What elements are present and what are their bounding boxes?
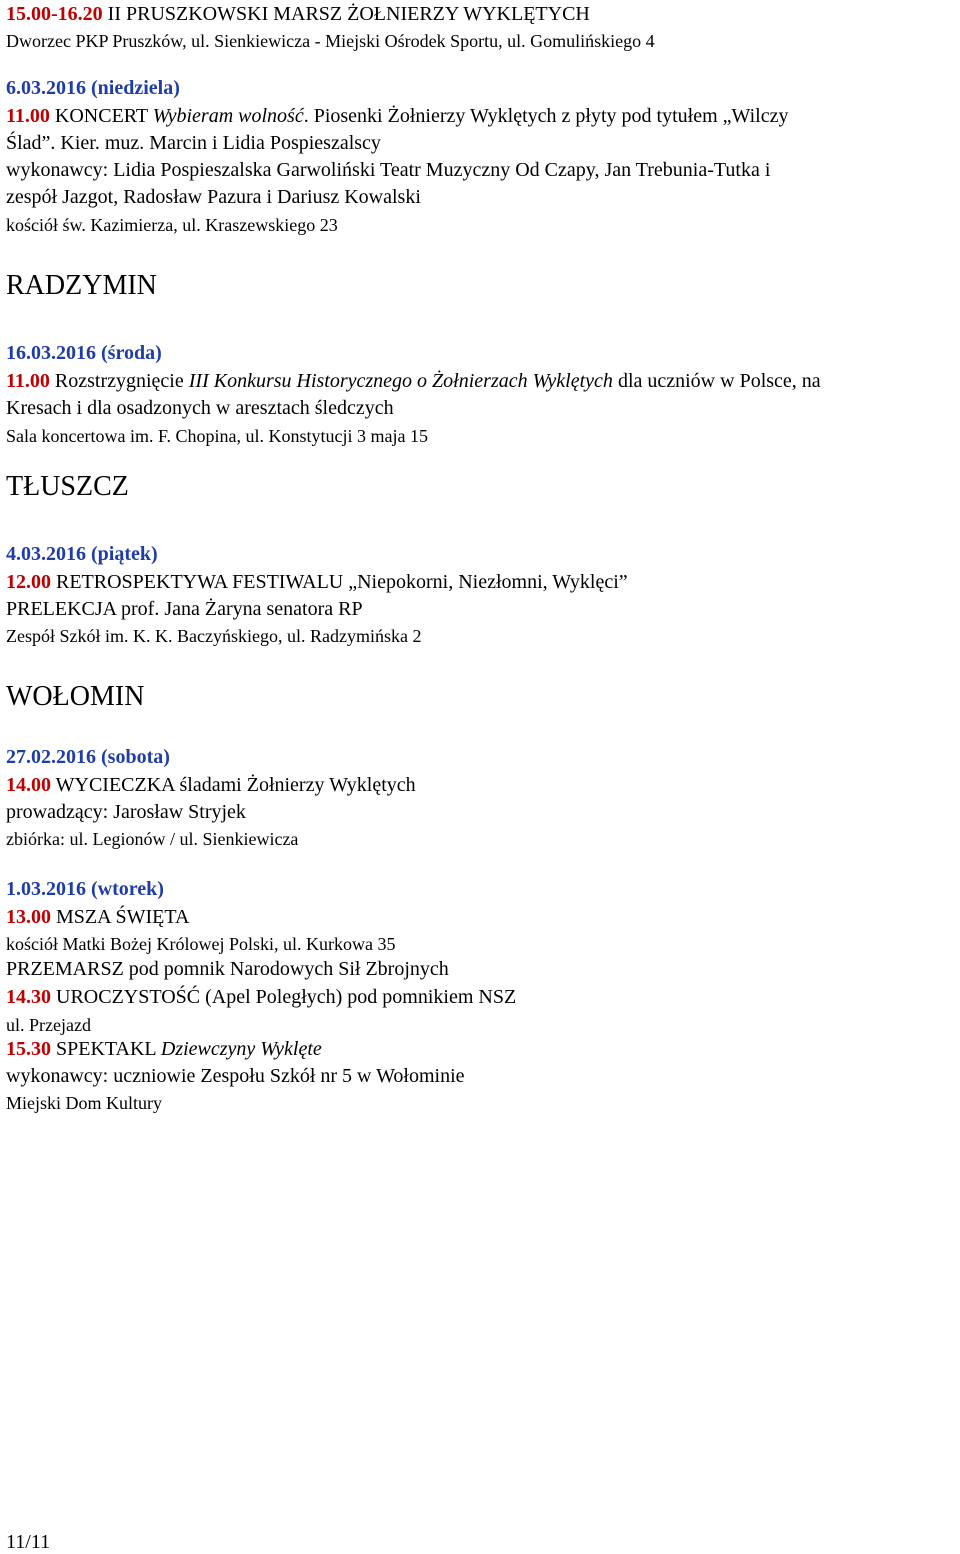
event-place: kościół Matki Bożej Królowej Polski, ul. Kurkowa 35 [6, 934, 396, 954]
event-place: kościół św. Kazimierza, ul. Kraszewskiego 23 [6, 215, 338, 235]
event-guide: prowadzący: Jarosław Stryjek [6, 801, 246, 823]
event-date: 6.03.2016 (niedziela) [6, 77, 180, 99]
event-line [6, 2, 590, 26]
event-line [6, 104, 788, 128]
event-place: Sala koncertowa im. F. Chopina, ul. Konstytucji 3 maja 15 [6, 426, 428, 446]
event-date: 27.02.2016 (sobota) [6, 746, 170, 768]
event-text-line: Kresach i dla osadzonych w aresztach śledczych [6, 397, 394, 419]
event-performers: wykonawcy: Lidia Pospieszalska Garwoliński Teatr Muzyczny Od Czapy, Jan Trebunia-Tutka i [6, 159, 771, 181]
event-text-line: PRZEMARSZ pod pomnik Narodowych Sił Zbrojnych [6, 958, 449, 980]
event-time: 11.00 [6, 105, 50, 127]
event-date: 16.03.2016 (środa) [6, 342, 162, 364]
event-time: 12.00 [6, 571, 51, 593]
event-performers: wykonawcy: uczniowie Zespołu Szkół nr 5 w Wołominie [6, 1065, 465, 1087]
event-route: Dworzec PKP Pruszków, ul. Sienkiewicza - Miejski Ośrodek Sportu, ul. Gomulińskiego 4 [6, 31, 655, 51]
event-time: 11.00 [6, 370, 50, 392]
event-text: UROCZYSTOŚĆ (Apel Poległych) pod pomnikiem NSZ [51, 986, 517, 1008]
event-text-line: Ślad”. Kier. muz. Marcin i Lidia Pospieszalscy [6, 132, 381, 154]
event-place: ul. Przejazd [6, 1015, 91, 1035]
event-text: dla uczniów w Polsce, na [612, 370, 821, 392]
event-line [6, 1037, 322, 1061]
event-text: . Piosenki Żołnierzy Wyklętych z płyty pod tytułem „Wilczy [303, 105, 789, 127]
event-date: 4.03.2016 (piątek) [6, 543, 158, 565]
event-text: WYCIECZKA śladami Żołnierzy Wyklętych [51, 774, 416, 796]
event-time: 15.00-16.20 [6, 3, 103, 25]
event-place: Miejski Dom Kultury [6, 1093, 162, 1113]
event-text: RETROSPEKTYWA FESTIWALU „Niepokorni, Niezłomni, Wyklęci” [51, 571, 628, 593]
event-text: Rozstrzygnięcie [49, 370, 189, 392]
event-text: SPEKTAKL [51, 1038, 161, 1060]
event-text: MSZA ŚWIĘTA [51, 906, 190, 928]
event-line [6, 773, 416, 797]
page-number: 11/11 [6, 1531, 51, 1553]
event-text-line: PRELEKCJA prof. Jana Żaryna senatora RP [6, 598, 363, 620]
event-meeting-point: zbiórka: ul. Legionów / ul. Sienkiewicza [6, 829, 299, 849]
event-text: KONCERT [49, 105, 153, 127]
city-heading: TŁUSZCZ [6, 471, 129, 502]
city-heading: RADZYMIN [6, 270, 157, 301]
event-performers: zespół Jazgot, Radosław Pazura i Dariusz Kowalski [6, 186, 421, 208]
event-line [6, 369, 821, 393]
event-line [6, 570, 628, 594]
event-line [6, 985, 516, 1009]
event-title-italic: III Konkursu Historycznego o Żołnierzach Wyklętych [188, 370, 613, 392]
event-title-italic: Dziewczyny Wyklęte [160, 1038, 322, 1060]
event-title-italic: Wybieram wolność [152, 105, 304, 127]
event-place: Zespół Szkół im. K. K. Baczyńskiego, ul. Radzymińska 2 [6, 626, 422, 646]
event-time: 14.00 [6, 774, 51, 796]
event-time: 14.30 [6, 986, 51, 1008]
event-time: 15.30 [6, 1038, 51, 1060]
event-title: II PRUSZKOWSKI MARSZ ŻOŁNIERZY WYKLĘTYCH [102, 3, 590, 25]
event-line [6, 905, 189, 929]
event-date: 1.03.2016 (wtorek) [6, 878, 164, 900]
event-time: 13.00 [6, 906, 51, 928]
city-heading: WOŁOMIN [6, 681, 145, 712]
